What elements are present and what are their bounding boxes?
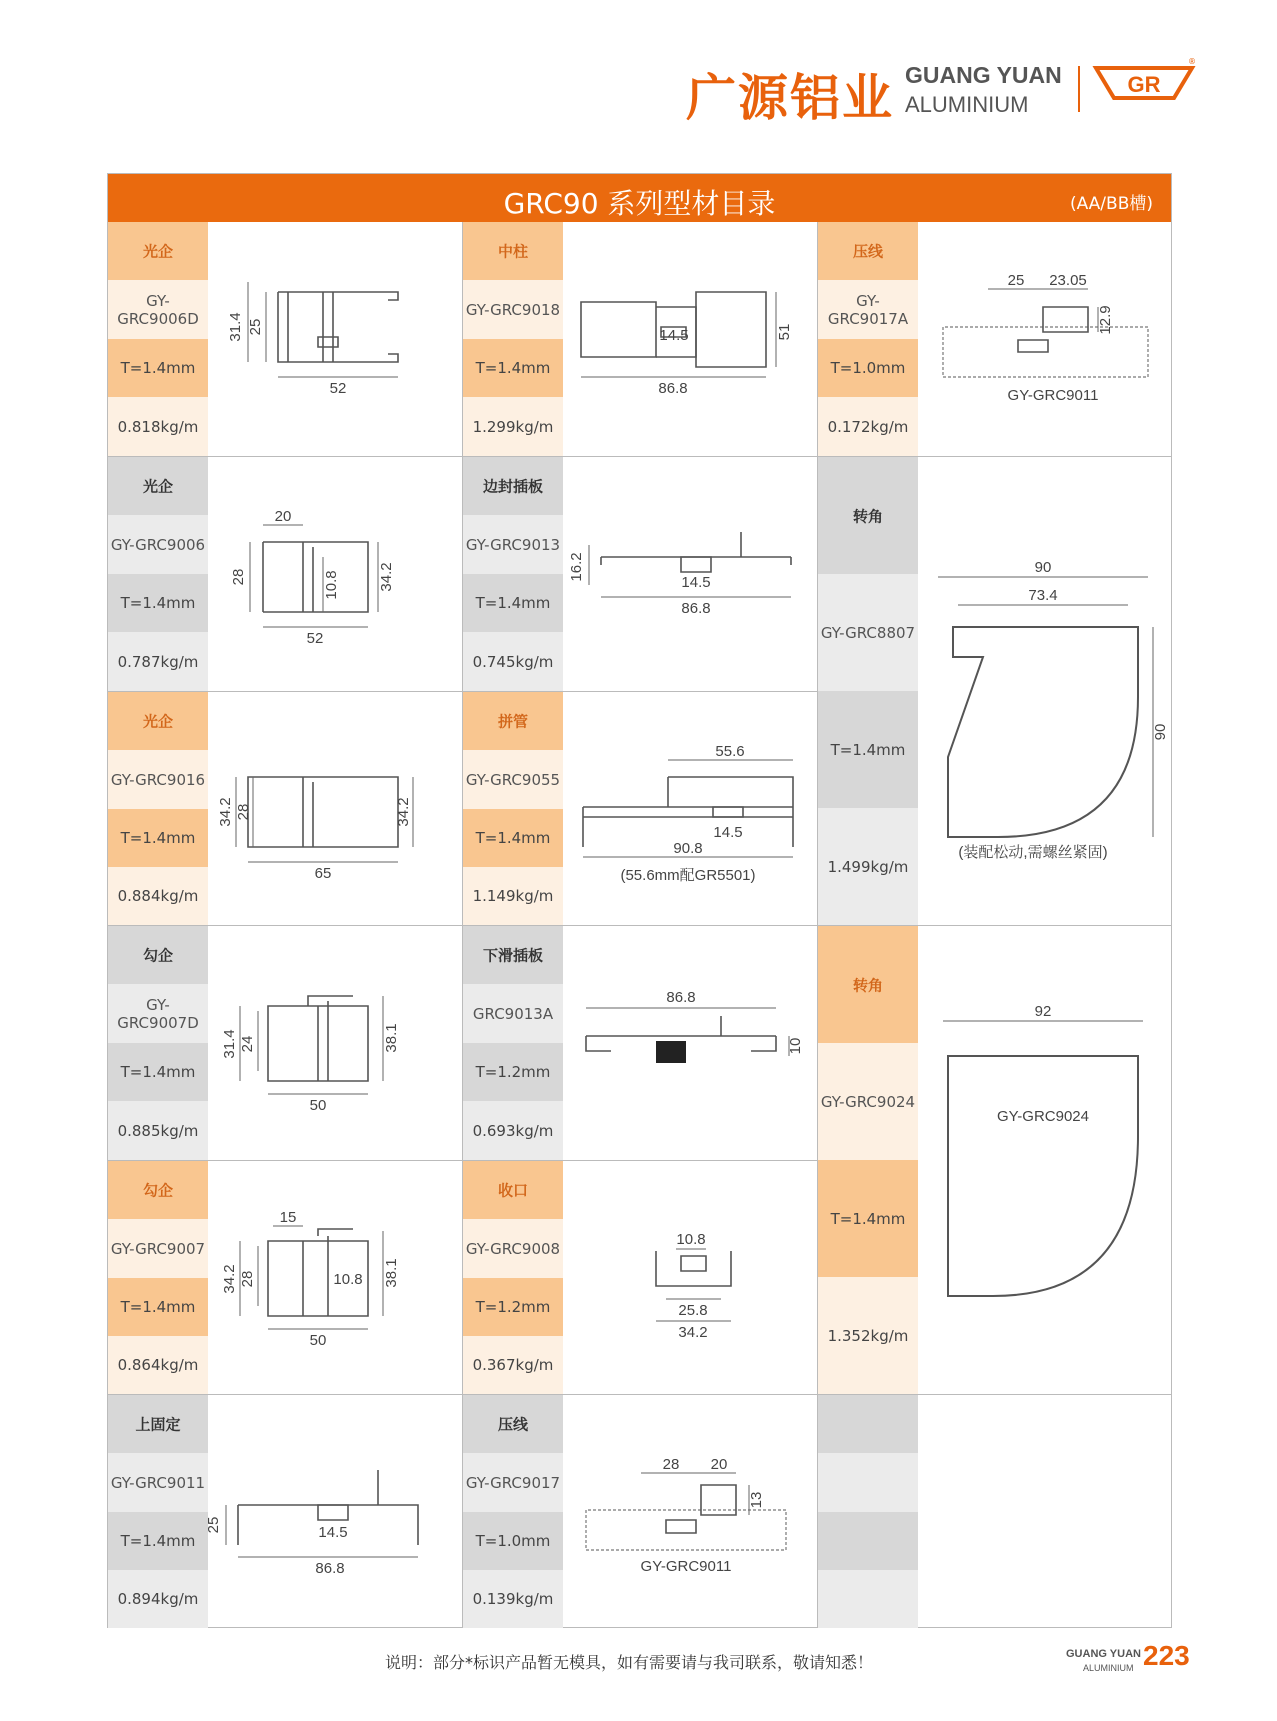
- brand-logo-icon: [1094, 58, 1194, 116]
- dim-label: 10: [787, 1037, 804, 1055]
- empty-cell: [818, 1395, 1172, 1628]
- dim-label: 34.2: [378, 562, 395, 592]
- product-code: GY-GRC9007: [108, 1219, 208, 1278]
- dim-label: 20: [274, 508, 292, 525]
- dim-label: 20: [710, 1456, 728, 1473]
- gasket-icon: [656, 1041, 686, 1063]
- product-cell: [108, 1161, 462, 1394]
- dim-label: (55.6mm配GR5501): [620, 867, 756, 884]
- product-weight: 0.864kg/m: [108, 1336, 208, 1394]
- dim-label: 15: [279, 1209, 297, 1226]
- logo-text: GR: [1127, 72, 1161, 97]
- dim-label: 25: [205, 1516, 222, 1534]
- product-weight: 0.139kg/m: [463, 1570, 563, 1628]
- dim-label: 10.8: [676, 1231, 706, 1248]
- product-cell: [818, 926, 1172, 1394]
- dim-label: 52: [329, 380, 347, 397]
- empty-label: [818, 1395, 918, 1453]
- dim-label: 25.8: [678, 1302, 708, 1319]
- title-bar: [108, 174, 1171, 222]
- product-code: GY-GRC9013: [463, 515, 563, 574]
- dim-label: 90: [1034, 559, 1052, 576]
- dim-label: 86.8: [681, 600, 711, 617]
- product-cell: [108, 926, 462, 1160]
- product-thickness: T=1.4mm: [818, 691, 918, 808]
- dim-label: 23.05: [1049, 272, 1087, 289]
- profile-drawing: [568, 487, 811, 661]
- product-thickness: T=1.0mm: [818, 339, 918, 397]
- product-cell: [463, 1395, 817, 1628]
- product-cell: [463, 1161, 817, 1394]
- dim-label: 25: [247, 318, 264, 336]
- dim-label: 90.8: [673, 840, 703, 857]
- profile-drawing: [218, 956, 448, 1130]
- dim-label: 52: [306, 630, 324, 647]
- product-name: 下滑插板: [463, 926, 563, 984]
- dim-label: 14.5: [681, 574, 711, 591]
- dim-label: 28: [235, 803, 252, 821]
- product-cell: [818, 222, 1172, 456]
- dim-label: 14.5: [713, 824, 743, 841]
- dim-label: 14.5: [318, 1524, 348, 1541]
- dim-label: 34.2: [678, 1324, 708, 1341]
- product-code: GY-GRC9017A: [818, 280, 918, 339]
- profile-drawing: [571, 1425, 811, 1599]
- dim-label: GY-GRC9011: [640, 1558, 732, 1575]
- brand-divider: [1078, 66, 1080, 112]
- product-weight: 0.818kg/m: [108, 397, 208, 456]
- registered-mark: ®: [1188, 57, 1196, 66]
- dim-label: 12.9: [1097, 305, 1114, 335]
- product-name: 勾企: [108, 926, 208, 984]
- profile-drawing: [218, 487, 448, 661]
- profile-drawing: [571, 1191, 811, 1365]
- dim-label: 34.2: [217, 797, 234, 827]
- product-weight: 0.172kg/m: [818, 397, 918, 456]
- product-cell: [108, 1395, 462, 1628]
- dim-label: 73.4: [1028, 587, 1058, 604]
- catalog-subtitle: (AA/BB槽): [1069, 194, 1153, 214]
- product-thickness: T=1.4mm: [108, 339, 208, 397]
- profile-drawing: [568, 722, 813, 896]
- product-code: GY-GRC9011: [108, 1453, 208, 1512]
- brand-name-cn: 广源铝业: [686, 69, 894, 127]
- product-code: GY-GRC9007D: [108, 984, 208, 1043]
- empty-label: [818, 1512, 918, 1570]
- product-code: GY-GRC9006D: [108, 280, 208, 339]
- product-name: 拼管: [463, 692, 563, 750]
- product-weight: 0.884kg/m: [108, 867, 208, 925]
- dim-label: 86.8: [666, 989, 696, 1006]
- dim-label: GY-GRC9024: [997, 1108, 1089, 1125]
- footer-note: 说明：部分*标识产品暂无模具，如有需要请与我司联系，敬请知悉！: [385, 1653, 874, 1672]
- product-thickness: T=1.0mm: [463, 1512, 563, 1570]
- empty-label: [818, 1570, 918, 1628]
- dim-label: 86.8: [658, 380, 688, 397]
- product-cell: [108, 692, 462, 925]
- product-weight: 1.352kg/m: [818, 1277, 918, 1394]
- product-name: 压线: [818, 222, 918, 280]
- dim-label: 34.2: [395, 797, 412, 827]
- product-name: 勾企: [108, 1161, 208, 1219]
- dim-label: 16.2: [568, 552, 585, 582]
- product-name: 上固定: [108, 1395, 208, 1453]
- dim-label: 28: [230, 568, 247, 586]
- brand-name-en-line1: GUANG YUAN: [905, 62, 1062, 88]
- product-name: 收口: [463, 1161, 563, 1219]
- product-thickness: T=1.4mm: [108, 1512, 208, 1570]
- product-name: 压线: [463, 1395, 563, 1453]
- product-code: GY-GRC9006: [108, 515, 208, 574]
- dim-label: 55.6: [715, 743, 745, 760]
- product-name: 转角: [818, 926, 918, 1043]
- product-thickness: T=1.4mm: [818, 1160, 918, 1277]
- product-name: 光企: [108, 222, 208, 280]
- product-code: GY-GRC8807: [818, 574, 918, 691]
- product-cell: [818, 457, 1172, 925]
- profile-drawing: [218, 1191, 448, 1365]
- page-header: [0, 0, 1277, 150]
- profile-drawing: [923, 557, 1168, 871]
- product-code: GY-GRC9017: [463, 1453, 563, 1512]
- dim-label: 92: [1034, 1003, 1052, 1020]
- dim-label: 31.4: [221, 1029, 238, 1059]
- product-thickness: T=1.4mm: [463, 809, 563, 867]
- dim-label: 24: [239, 1035, 256, 1053]
- product-cell: [463, 457, 817, 691]
- dim-label: 50: [309, 1097, 327, 1114]
- product-weight: 0.787kg/m: [108, 632, 208, 691]
- dim-label: 51: [776, 323, 793, 341]
- product-code: GY-GRC9018: [463, 280, 563, 339]
- dim-label: 65: [314, 865, 332, 882]
- product-thickness: T=1.4mm: [463, 574, 563, 632]
- footer-brand-line2: ALUMINIUM: [1083, 1663, 1134, 1673]
- dim-label: 28: [662, 1456, 680, 1473]
- product-name: 转角: [818, 457, 918, 574]
- product-weight: 0.693kg/m: [463, 1101, 563, 1160]
- dim-label: 31.4: [227, 312, 244, 342]
- dim-label: 10.8: [323, 570, 340, 600]
- profile-drawing: [571, 956, 811, 1130]
- dim-label: GY-GRC9011: [1007, 387, 1099, 404]
- product-name: 光企: [108, 457, 208, 515]
- product-weight: 1.499kg/m: [818, 808, 918, 925]
- product-name: 中柱: [463, 222, 563, 280]
- dim-label: 50: [309, 1332, 327, 1349]
- product-weight: 0.885kg/m: [108, 1101, 208, 1160]
- product-weight: 0.745kg/m: [463, 632, 563, 691]
- product-name: 光企: [108, 692, 208, 750]
- dim-label: 25: [1007, 272, 1025, 289]
- product-thickness: T=1.4mm: [108, 1278, 208, 1336]
- product-cell: [108, 222, 462, 456]
- profile-drawing: [218, 252, 448, 406]
- product-cell: [463, 222, 817, 456]
- product-code: GRC9013A: [463, 984, 563, 1043]
- dim-label: 28: [239, 1270, 256, 1288]
- catalog-table: [107, 173, 1172, 1628]
- product-weight: 0.894kg/m: [108, 1570, 208, 1628]
- profile-drawing: [205, 1425, 458, 1599]
- dim-label: 10.8: [333, 1271, 363, 1288]
- dim-label: (装配松动,需螺丝紧固): [958, 844, 1108, 861]
- dim-label: 86.8: [315, 1560, 345, 1577]
- dim-label: 34.2: [221, 1264, 238, 1294]
- product-thickness: T=1.4mm: [108, 574, 208, 632]
- product-name: 边封插板: [463, 457, 563, 515]
- product-code: GY-GRC9024: [818, 1043, 918, 1160]
- product-thickness: T=1.4mm: [108, 809, 208, 867]
- brand-name-en-line2: ALUMINIUM: [905, 92, 1029, 117]
- profile-drawing: [218, 722, 448, 896]
- product-thickness: T=1.2mm: [463, 1278, 563, 1336]
- dim-label: 13: [748, 1491, 765, 1509]
- page-number: 223: [1143, 1640, 1190, 1671]
- product-code: GY-GRC9016: [108, 750, 208, 809]
- product-weight: 1.299kg/m: [463, 397, 563, 456]
- product-cell: [463, 926, 817, 1160]
- dim-label: 90: [1152, 723, 1169, 741]
- product-cell: [463, 692, 817, 925]
- product-weight: 0.367kg/m: [463, 1336, 563, 1394]
- footer-brand-line1: GUANG YUAN: [1066, 1648, 1141, 1660]
- dim-label: 38.1: [383, 1258, 400, 1288]
- product-code: GY-GRC9055: [463, 750, 563, 809]
- profile-drawing: [923, 986, 1168, 1310]
- empty-label: [818, 1453, 918, 1512]
- product-cell: [108, 457, 462, 691]
- product-thickness: T=1.4mm: [463, 339, 563, 397]
- profile-drawing: [571, 252, 811, 406]
- profile-drawing: [928, 252, 1168, 406]
- dim-label: 14.5: [659, 327, 689, 344]
- dim-label: 38.1: [383, 1023, 400, 1053]
- product-code: GY-GRC9008: [463, 1219, 563, 1278]
- product-thickness: T=1.2mm: [463, 1043, 563, 1101]
- product-thickness: T=1.4mm: [108, 1043, 208, 1101]
- product-weight: 1.149kg/m: [463, 867, 563, 925]
- catalog-title: GRC90 系列型材目录: [503, 187, 776, 220]
